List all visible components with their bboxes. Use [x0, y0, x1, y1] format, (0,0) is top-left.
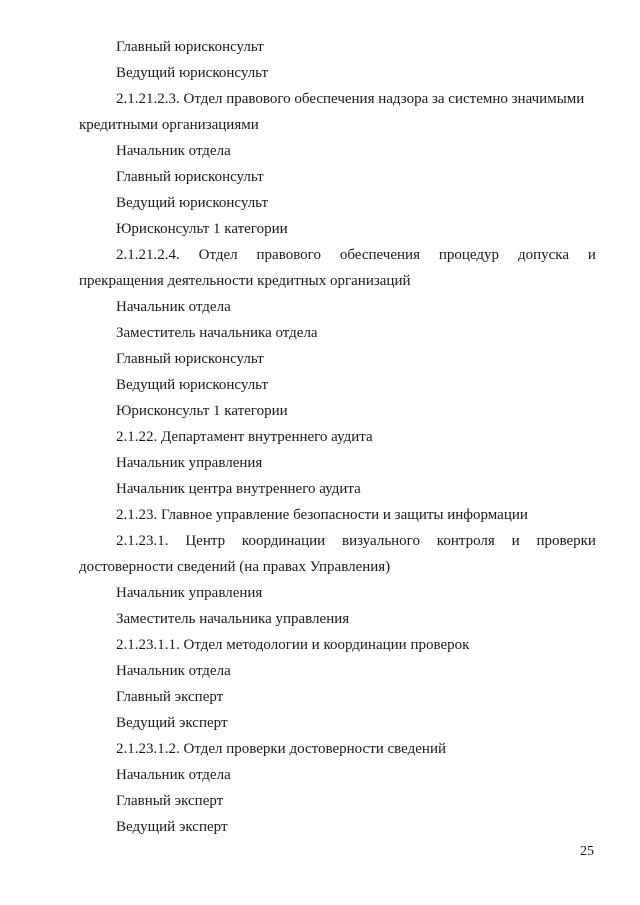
- section-heading: 2.1.23.1.1. Отдел методологии и координации проверок: [116, 637, 470, 653]
- section-heading-justified: [116, 532, 596, 550]
- text-line: Юрисконсульт 1 категории: [116, 221, 288, 237]
- word: допуска: [517, 247, 569, 263]
- word: 2.1.23.1.: [116, 533, 169, 549]
- section-heading: 2.1.21.2.3. Отдел правового обеспечения надзора за системно значимыми: [116, 91, 585, 107]
- section-heading-continuation: прекращения деятельности кредитных организаций: [79, 273, 411, 289]
- text-line: Ведущий юрисконсульт: [116, 377, 269, 393]
- word: контроля: [436, 533, 495, 549]
- text-line: Начальник отдела: [116, 767, 231, 783]
- text-line: Начальник отдела: [116, 299, 231, 315]
- word: Центр: [185, 533, 226, 549]
- word: 2.1.21.2.4.: [116, 247, 180, 263]
- text-line: Заместитель начальника управления: [116, 611, 350, 627]
- word: и: [587, 247, 596, 263]
- text-line: Начальник управления: [116, 455, 263, 471]
- word: правового: [256, 247, 321, 263]
- text-line: Главный эксперт: [116, 793, 224, 809]
- page-number: 25: [580, 844, 594, 859]
- text-line: Главный юрисконсульт: [116, 39, 264, 55]
- text-line: Ведущий эксперт: [116, 819, 228, 835]
- word: обеспечения: [339, 247, 420, 263]
- word: процедур: [438, 247, 500, 263]
- text-line: Ведущий юрисконсульт: [116, 195, 269, 211]
- section-heading: 2.1.23.1.2. Отдел проверки достоверности сведений: [116, 741, 447, 757]
- text-line: Ведущий эксперт: [116, 715, 228, 731]
- section-heading-continuation: достоверности сведений (на правах Управления): [79, 559, 391, 575]
- section-heading-justified: [116, 246, 596, 264]
- text-line: Главный юрисконсульт: [116, 169, 264, 185]
- word: и: [511, 533, 520, 549]
- text-line: Главный юрисконсульт: [116, 351, 264, 367]
- text-line: Ведущий юрисконсульт: [116, 65, 269, 81]
- word: координации: [241, 533, 326, 549]
- text-line: Начальник управления: [116, 585, 263, 601]
- text-line: Начальник центра внутреннего аудита: [116, 481, 361, 497]
- text-line: Главный эксперт: [116, 689, 224, 705]
- section-heading: 2.1.23. Главное управление безопасности и защиты информации: [116, 507, 528, 523]
- word: визуального: [342, 533, 420, 549]
- text-line: Начальник отдела: [116, 663, 231, 679]
- section-heading: 2.1.22. Департамент внутреннего аудита: [116, 429, 373, 445]
- text-line: Юрисконсульт 1 категории: [116, 403, 288, 419]
- word: Отдел: [198, 247, 238, 263]
- section-heading-continuation: кредитными организациями: [79, 117, 259, 133]
- word: проверки: [536, 533, 596, 549]
- text-line: Заместитель начальника отдела: [116, 325, 318, 341]
- text-line: Начальник отдела: [116, 143, 231, 159]
